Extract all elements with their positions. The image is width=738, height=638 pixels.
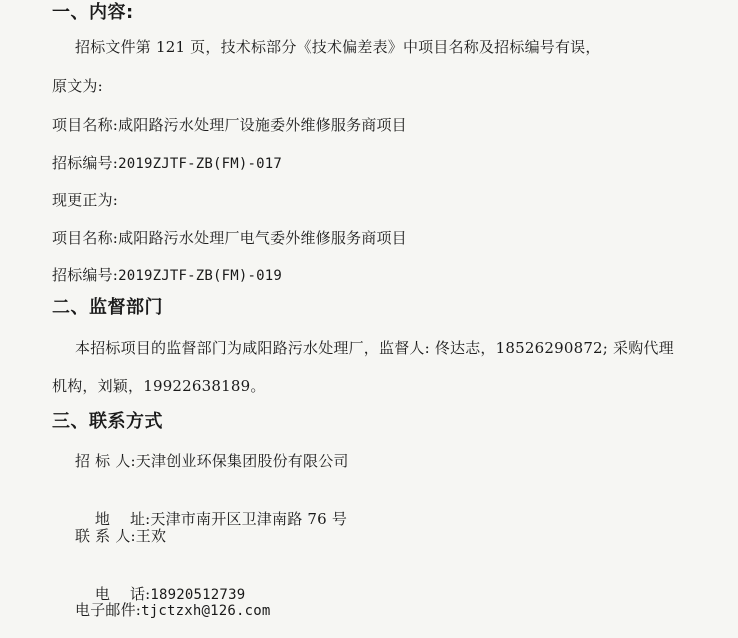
email-value[interactable]: tjctzxh@126.com (141, 603, 271, 619)
new-bid-number-value: 2019ZJTF-ZB(FM)-019 (118, 268, 283, 284)
contact-person-value: 王欢 (135, 527, 167, 545)
tenderer-value: 天津创业环保集团股份有限公司 (135, 452, 349, 470)
new-project-name-row (52, 228, 407, 248)
section-heading-contact: 三、联系方式 (52, 411, 163, 432)
new-project-name-value: 咸阳路污水处理厂电气委外维修服务商项目 (118, 229, 407, 247)
section-heading-content: 一、内容: (52, 2, 134, 23)
content-paragraph: 招标文件第 121 页，技术标部分《技术偏差表》中项目名称及招标编号有误， (75, 38, 601, 56)
original-bid-number-row (52, 153, 282, 174)
original-text-label: 原文为: (52, 77, 103, 95)
address-label: 地 址: (94, 510, 151, 528)
email-label: 电子邮件: (75, 601, 142, 619)
tenderer-row (75, 451, 349, 471)
address-value: 天津市南开区卫津南路 76 号 (150, 510, 348, 528)
tenderer-label: 招 标 人: (75, 452, 136, 470)
phone-label: 电 话: (94, 585, 151, 603)
email-row (75, 600, 271, 621)
new-project-name-label: 项目名称: (52, 229, 119, 247)
original-project-name-label: 项目名称: (52, 116, 119, 134)
contact-person-row (75, 526, 166, 546)
supervision-paragraph-line1: 本招标项目的监督部门为咸阳路污水处理厂，监督人: 佟达志，18526290872; 采购代理 (75, 339, 674, 357)
new-bid-number-label: 招标编号: (52, 266, 119, 284)
section-heading-supervision: 二、监督部门 (52, 297, 163, 318)
new-bid-number-row (52, 265, 282, 286)
contact-person-label: 联 系 人: (75, 527, 136, 545)
original-bid-number-label: 招标编号: (52, 154, 119, 172)
original-project-name-row (52, 115, 407, 135)
phone-value: 18920512739 (150, 587, 246, 603)
original-project-name-value: 咸阳路污水处理厂设施委外维修服务商项目 (118, 116, 407, 134)
original-bid-number-value: 2019ZJTF-ZB(FM)-017 (118, 156, 283, 172)
supervision-paragraph-line2: 机构，刘颖，19922638189。 (52, 377, 266, 395)
corrected-text-label: 现更正为: (52, 191, 119, 209)
